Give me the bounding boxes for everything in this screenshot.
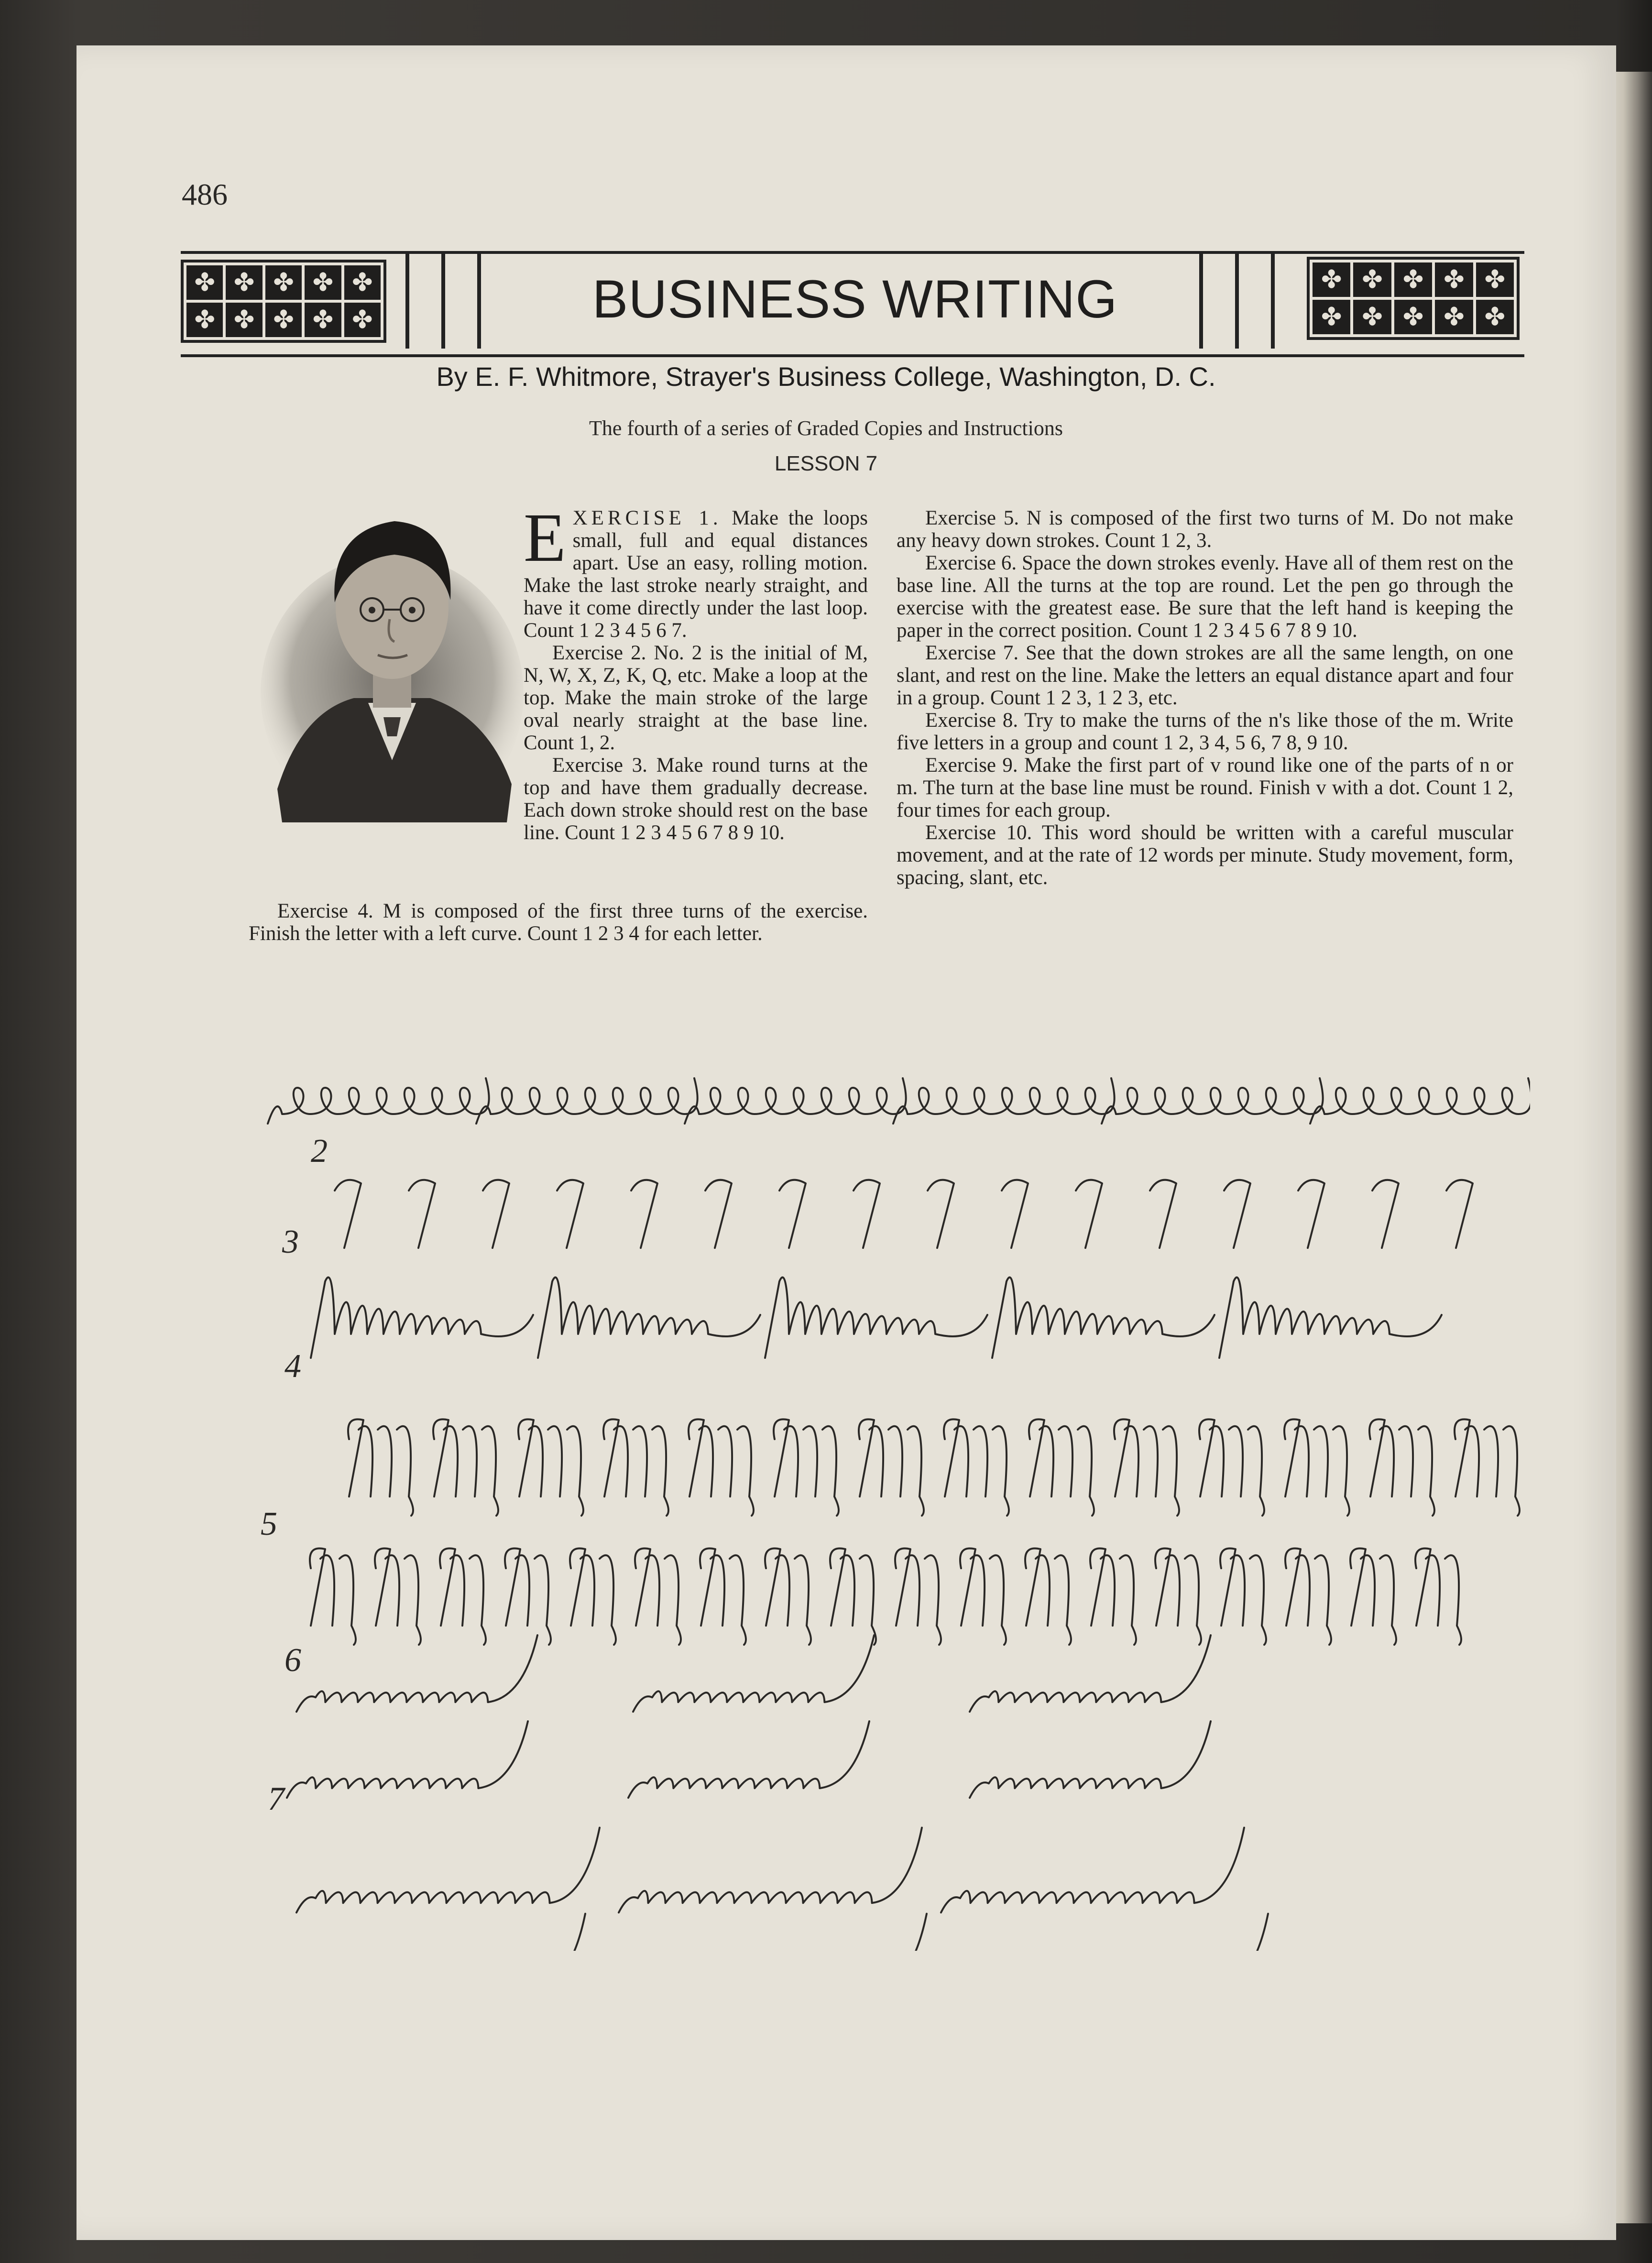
clover-ornament-icon: ✤: [1435, 262, 1473, 297]
clover-ornament-icon: ✤: [226, 303, 262, 337]
exercise-10: Exercise 10. This word should be written with a careful muscular movement, and at the rate of 12 words per minute. Study movement, form, spacing, slant, etc.: [897, 821, 1513, 889]
exercise-5: Exercise 5. N is composed of the first two turns of M. Do not make any heavy down strokes. Count 1 2, 3.: [897, 507, 1513, 552]
exercise-3: Exercise 3. Make round turns at the top and have them gradually decrease. Each down stroke should rest on the base line. Count 1 2 3 4 5 6 7 8 9 10.: [524, 754, 868, 844]
clover-ornament-icon: ✤: [1435, 300, 1473, 334]
clover-ornament-icon: ✤: [1313, 300, 1350, 334]
text-column-left: [524, 500, 868, 844]
clover-ornament-icon: ✤: [1353, 300, 1391, 334]
penmanship-copies: [239, 1066, 1530, 1951]
masthead-rule: [1199, 254, 1203, 349]
exercise-7: Exercise 7. See that the down strokes are all the same length, on one slant, and rest on the line. Make the letters an equal distance apart and four in a group. Count 1 2 3, 1 2 3, etc.: [897, 642, 1513, 709]
copy-mark: 2: [311, 1133, 328, 1170]
page-number: 486: [182, 177, 228, 211]
copy-mark: 6: [284, 1642, 301, 1679]
clover-ornament-icon: ✤: [344, 265, 381, 300]
author-portrait: [258, 492, 526, 827]
page-title: BUSINESS WRITING: [592, 269, 1118, 329]
clover-ornament-icon: ✤: [1476, 300, 1514, 334]
masthead-rule: [1271, 254, 1275, 349]
byline: By E. F. Whitmore, Strayer's Business College, Washington, D. C.: [436, 361, 1216, 392]
clover-ornament-icon: ✤: [1394, 262, 1432, 297]
masthead-rule: [1235, 254, 1239, 349]
drop-cap: E: [524, 500, 566, 576]
clover-ornament-icon: ✤: [1394, 300, 1432, 334]
copy-3-turns: [311, 1278, 1442, 1358]
clover-ornament-icon: ✤: [305, 265, 341, 300]
copy-6-downstrokes-b: [287, 1721, 1211, 1798]
copy-mark: 4: [284, 1348, 301, 1385]
exercise-1-text: Make the loops small, full and equal distances apart. Use an easy, rolling motion. Make the last stroke nearly straight, and have it come directly under the last loop. Count 1 2 3 4 5 6 7.: [524, 507, 868, 642]
exercise-6: Exercise 6. Space the down strokes evenly. Have all of them rest on the base line. All the turns at the top are round. Let the pen go through the exercise with the greatest ease. Be sure that the left hand is keeping the paper in the correct position. Count 1 2 3 4 5 6 7 8 9 10.: [897, 552, 1513, 642]
clover-ornament-icon: ✤: [226, 265, 262, 300]
clover-ornament-icon: ✤: [305, 303, 341, 337]
ornament-box-left: [181, 260, 386, 343]
ornament-box-right: [1307, 257, 1520, 340]
clover-ornament-icon: ✤: [1476, 262, 1514, 297]
text-column-right: [897, 507, 1513, 889]
lesson-heading: LESSON 7: [774, 452, 878, 475]
clover-ornament-icon: ✤: [186, 265, 223, 300]
exercise-8: Exercise 8. Try to make the turns of the n's like those of the m. Write five letters in a group and count 1 2, 3 4, 5 6, 7 8, 9 10.: [897, 709, 1513, 754]
copy-1-loops: [268, 1078, 1530, 1124]
text-column-left-bottom: [249, 900, 868, 945]
clover-ornament-icon: ✤: [344, 303, 381, 337]
copy-mark: 7: [268, 1781, 284, 1817]
clover-ornament-icon: ✤: [265, 265, 302, 300]
masthead-rule: [441, 254, 445, 349]
copy-mark: 5: [261, 1506, 277, 1542]
copy-2-initial-strokes: [335, 1180, 1473, 1248]
masthead-rule: [405, 254, 409, 349]
copy-mark: 3: [282, 1224, 299, 1260]
clover-ornament-icon: ✤: [1313, 262, 1350, 297]
exercise-1-lead: XERCISE 1.: [572, 507, 722, 529]
subtitle: The fourth of a series of Graded Copies and Instructions: [589, 416, 1063, 440]
exercise-1: [524, 500, 868, 642]
copy-5-capital-n: [310, 1548, 1461, 1645]
exercise-9: Exercise 9. Make the first part of v round like one of the parts of n or m. The turn at the base line must be round. Finish v with a dot. Count 1 2, four times for each group.: [897, 754, 1513, 821]
copy-4-capital-m: [348, 1419, 1520, 1516]
clover-ornament-icon: ✤: [186, 303, 223, 337]
clover-ornament-icon: ✤: [1353, 262, 1391, 297]
copy-6-downstrokes-a: [296, 1635, 1211, 1712]
copy-7-m-letters-a: [296, 1828, 1244, 1913]
clover-ornament-icon: ✤: [265, 303, 302, 337]
masthead: [181, 251, 1524, 357]
masthead-rule: [477, 254, 481, 349]
exercise-4: Exercise 4. M is composed of the first three turns of the exercise. Finish the letter with a left curve. Count 1 2 3 4 for each letter.: [249, 900, 868, 945]
copy-7-m-letters-b: [282, 1914, 1268, 1951]
exercise-2: Exercise 2. No. 2 is the initial of M, N, W, X, Z, K, Q, etc. Make a loop at the top. Make the main stroke of the large oval nearly straight at the base line. Count 1, 2.: [524, 642, 868, 754]
